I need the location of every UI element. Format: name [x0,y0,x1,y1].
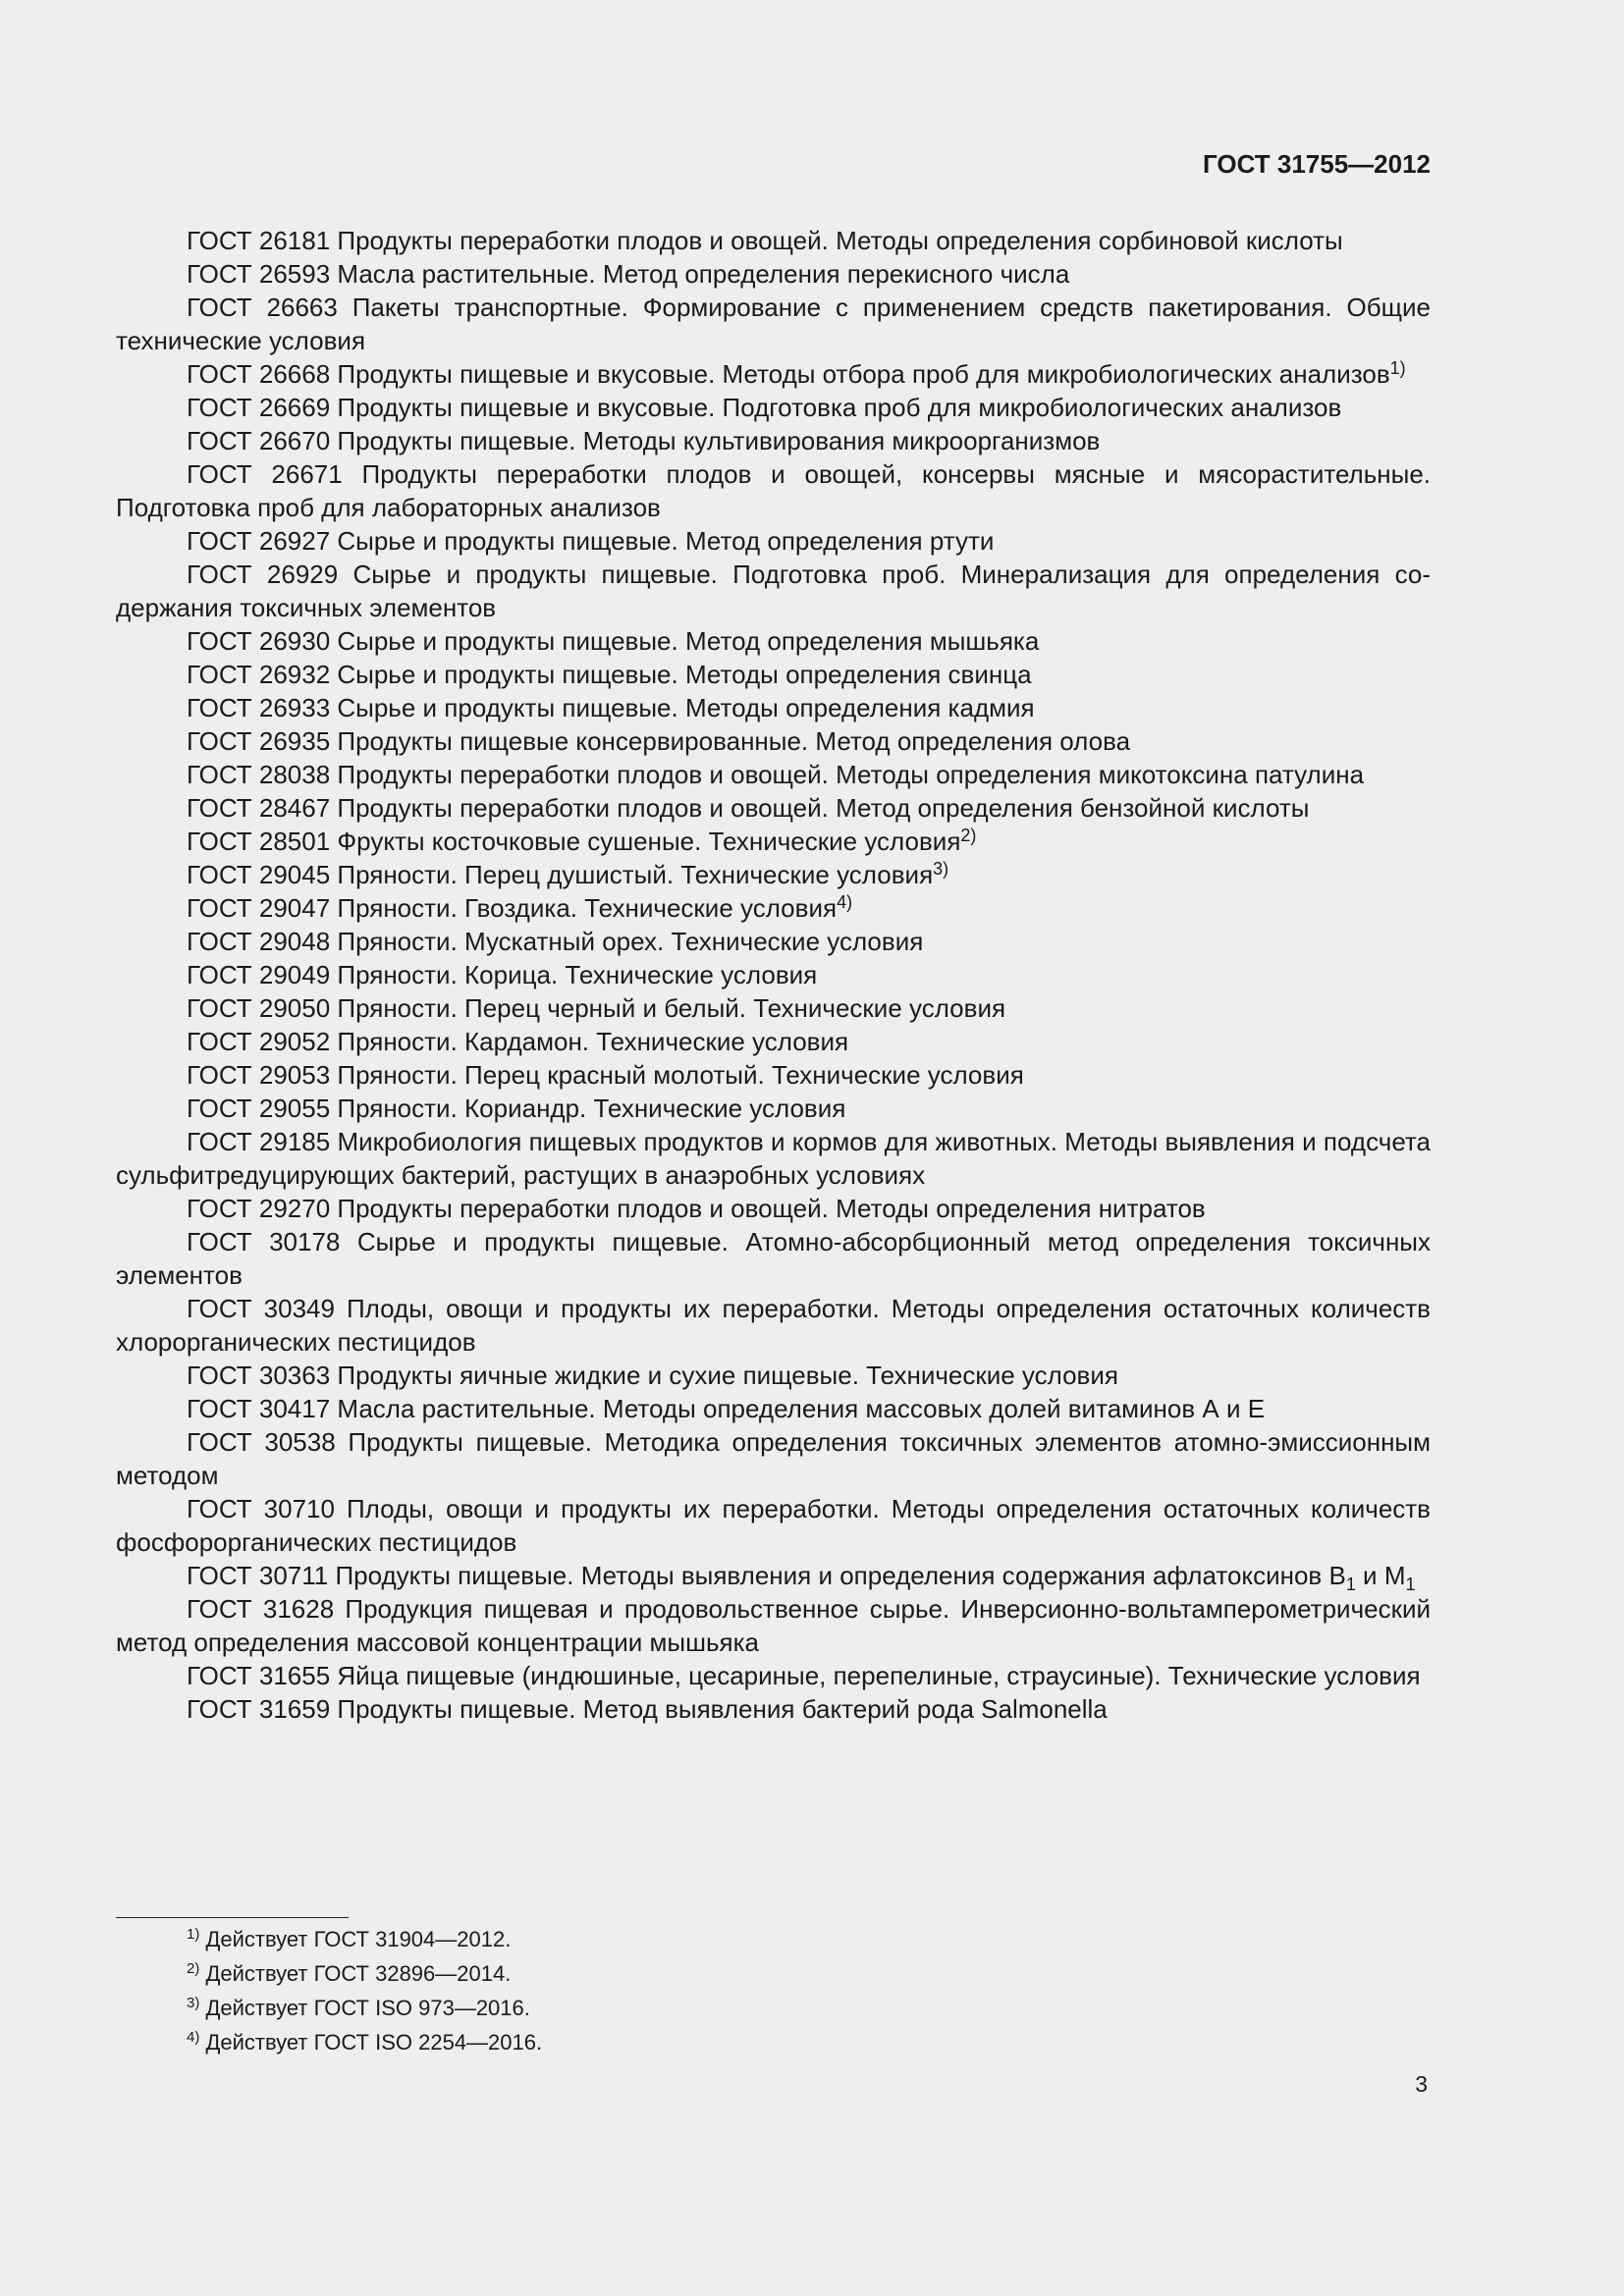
footnote-divider [116,1917,349,1918]
reference-entry: ГОСТ 26593 Масла растительные. Метод определения перекисного числа [187,259,1070,289]
reference-entry: ГОСТ 30349 Плоды, овощи и продукты их переработки. Методы определения остаточных количеств хлорорганических пестицидов [116,1294,1431,1357]
reference-entry: ГОСТ 29048 Пряности. Мускатный орех. Технические условия [187,927,924,956]
normative-references [116,224,1431,1726]
reference-entry: ГОСТ 29185 Микробиология пищевых продуктов и кормов для животных. Методы выявления и подсчета сульфитредуцирующих бактерий, растущих в анаэробных условиях [116,1127,1431,1190]
reference-entry: ГОСТ 26933 Сырье и продукты пищевые. Методы определения кадмия [187,693,1035,722]
reference-entry: ГОСТ 26930 Сырье и продукты пищевые. Метод определения мышьяка [187,626,1040,656]
reference-entry: ГОСТ 26663 Пакеты транспортные. Формирование с применением средств пакетирования. Общие технические условия [116,293,1431,355]
reference-entry: ГОСТ 28467 Продукты переработки плодов и овощей. Метод определения бензойной кислоты [187,793,1310,823]
reference-entry: ГОСТ 29049 Пряности. Корица. Технические условия [187,960,818,989]
reference-entry: ГОСТ 30710 Плоды, овощи и продукты их переработки. Методы определения остаточных количеств фосфорорганических пестицидов [116,1494,1431,1557]
reference-entry: ГОСТ 29270 Продукты переработки плодов и овощей. Методы определения нитратов [187,1194,1206,1223]
reference-entry: ГОСТ 26181 Продукты переработки плодов и овощей. Методы определения сорбиновой кислоты [187,226,1343,255]
footnote-mark: 4) [837,892,853,912]
document-header: ГОСТ 31755—2012 [1203,149,1431,179]
footnote: $^{3)}$ Действует ГОСТ ISO 973—2016. [187,1995,530,2020]
reference-entry: ГОСТ 26932 Сырье и продукты пищевые. Методы определения свинца [187,660,1032,689]
reference-entry: ГОСТ 29045 Пряности. Перец душистый. Технические условия$^{3)}$ [187,859,949,889]
reference-entry: ГОСТ 26669 Продукты пищевые и вкусовые. Подготовка проб для микробиологических анализов [187,393,1342,422]
reference-entry: ГОСТ 30711 Продукты пищевые. Методы выявления и определения содержания афлатоксинов $B_1$ и $M_1$ [187,1561,1416,1594]
footnotes [187,1922,542,2059]
reference-entry: ГОСТ 26671 Продукты переработки плодов и овощей, консервы мясные и мясорастительные. Подготовка проб для лабораторных анализов [116,459,1431,522]
reference-entry: ГОСТ 29055 Пряности. Кориандр. Технические условия [187,1094,846,1123]
reference-entry: ГОСТ 30538 Продукты пищевые. Методика определения токсичных элементов атомно-эмиссионным методом [116,1427,1431,1490]
reference-entry: ГОСТ 31628 Продукция пищевая и продовольственное сырье. Инверсионно-вольтамперометрический метод определения массовой концентрации мышьяка [116,1594,1431,1657]
reference-entry: ГОСТ 28038 Продукты переработки плодов и овощей. Методы определения микотоксина патулина [187,760,1365,789]
reference-entry: ГОСТ 28501 Фрукты косточковые сушеные. Технические условия$^{2)}$ [187,826,977,856]
reference-entry: ГОСТ 26929 Сырье и продукты пищевые. Подготовка проб. Минерализация для определения содержания токсичных элементов [116,560,1431,622]
reference-entry: ГОСТ 30363 Продукты яичные жидкие и сухие пищевые. Технические условия [187,1361,1118,1390]
reference-entry: ГОСТ 26927 Сырье и продукты пищевые. Метод определения ртути [187,526,995,556]
reference-entry: ГОСТ 31655 Яйца пищевые (индюшиные, цесариные, перепелиные, страусиные). Технические условия [187,1661,1421,1690]
reference-entry: ГОСТ 26670 Продукты пищевые. Методы культивирования микроорганизмов [187,426,1101,455]
footnote-mark: 2) [960,826,977,845]
reference-entry: ГОСТ 29050 Пряности. Перец черный и белый. Технические условия [187,993,1006,1023]
reference-entry: ГОСТ 26935 Продукты пищевые консервированные. Метод определения олова [187,726,1131,756]
reference-entry: ГОСТ 29052 Пряности. Кардамон. Технические условия [187,1027,849,1056]
footnote: $^{1)}$ Действует ГОСТ 31904—2012. [187,1926,512,1951]
reference-entry: ГОСТ 29047 Пряности. Гвоздика. Технические условия$^{4)}$ [187,892,853,923]
footnote: $^{4)}$ Действует ГОСТ ISO 2254—2016. [187,2029,543,2055]
footnote: $^{2)}$ Действует ГОСТ 32896—2014. [187,1960,512,1986]
reference-entry: ГОСТ 26668 Продукты пищевые и вкусовые. Методы отбора проб для микробиологических анализов$^{1)}$ [187,358,1406,389]
reference-entry: ГОСТ 31659 Продукты пищевые. Метод выявления бактерий рода Salmonella [187,1694,1108,1724]
footnote-mark: 1) [1389,358,1406,378]
footnote-mark: 3) [933,859,949,879]
reference-entry: ГОСТ 30178 Сырье и продукты пищевые. Атомно-абсорбционный метод определения токсичных элементов [116,1227,1431,1290]
page-number: 3 [1415,2071,1428,2097]
reference-entry: ГОСТ 30417 Масла растительные. Методы определения массовых долей витаминов А и Е [187,1394,1266,1423]
reference-entry: ГОСТ 29053 Пряности. Перец красный молотый. Технические условия [187,1060,1024,1090]
